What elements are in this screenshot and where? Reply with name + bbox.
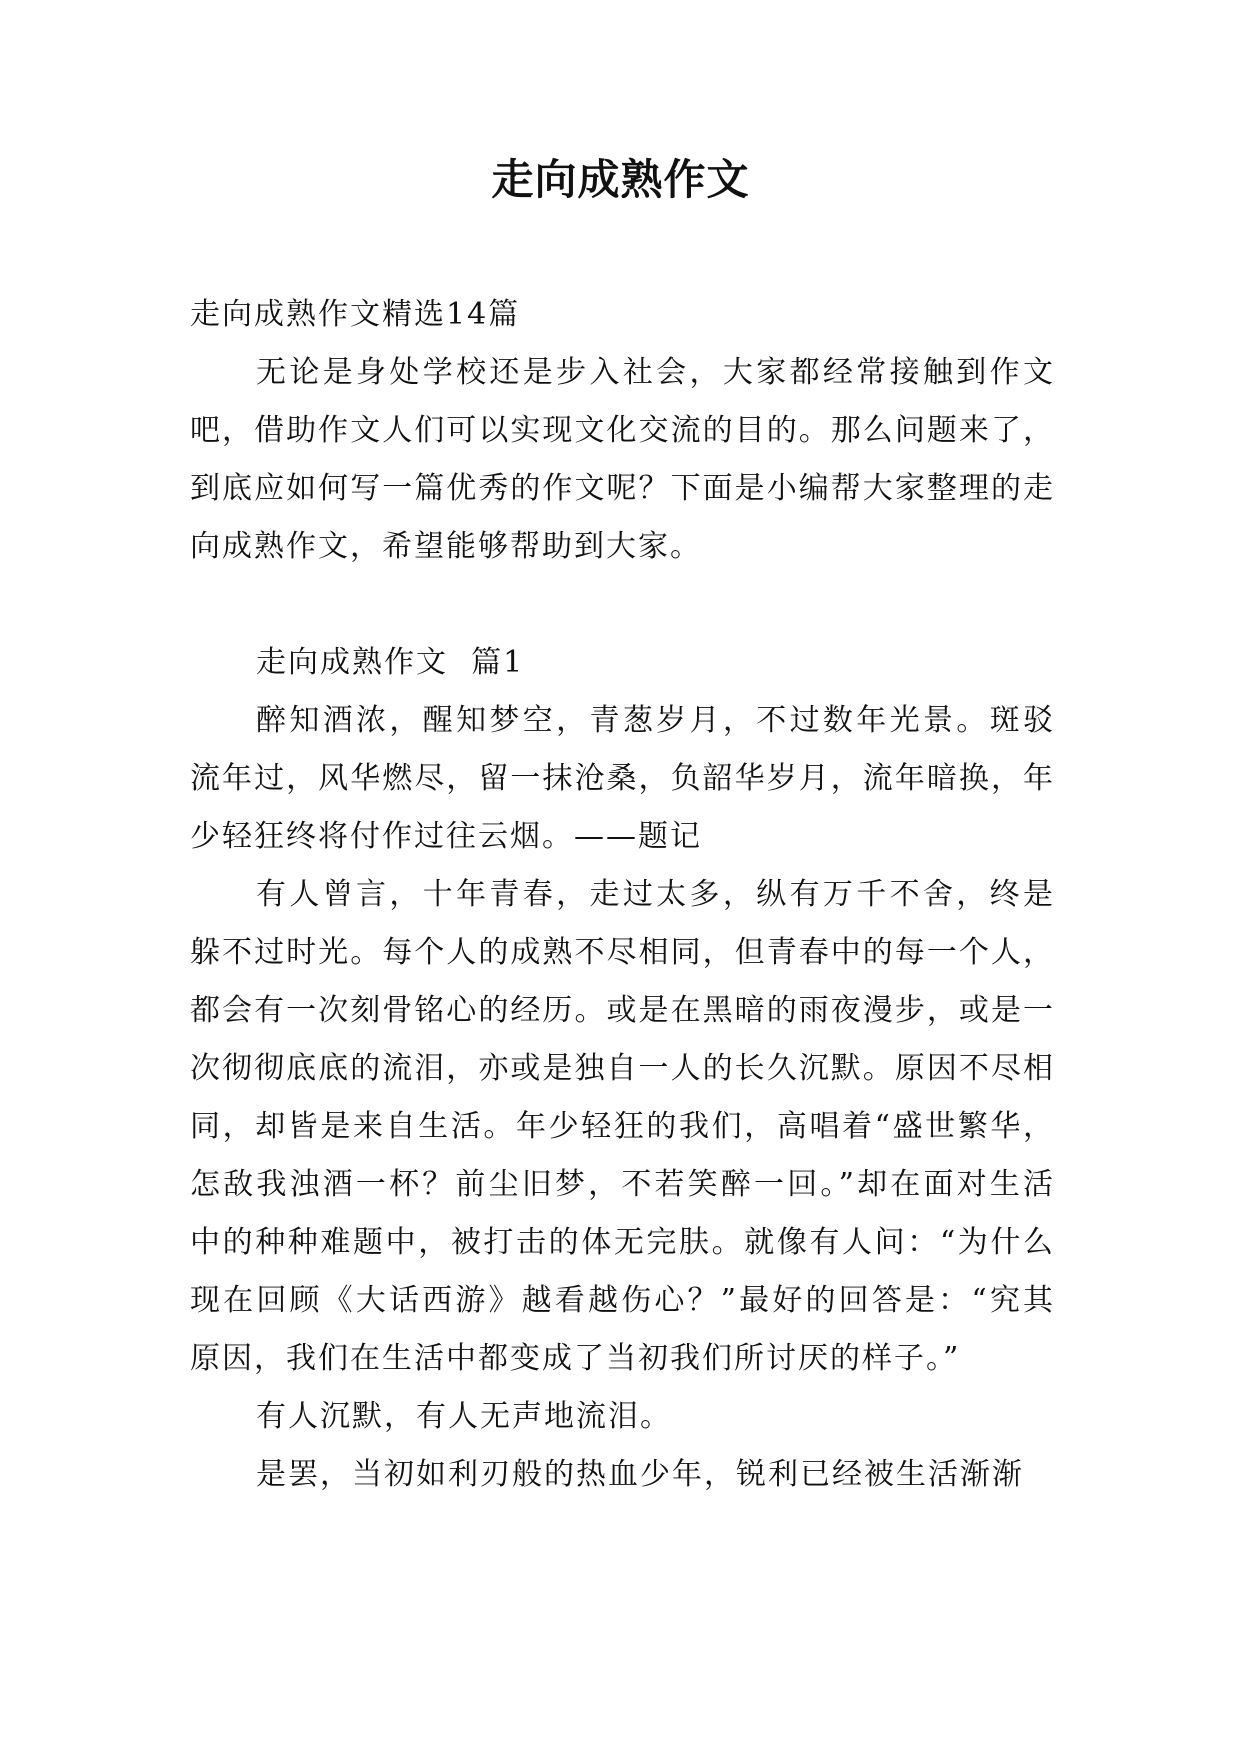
document-body [190,286,1055,1504]
document-subtitle: 走向成熟作文精选14篇 [190,297,521,332]
intro-paragraph: 无论是身处学校还是步入社会，大家都经常接触到作文吧，借助作文人们可以实现文化交流的目的。那么问题来了，到底应如何写一篇优秀的作文呢？下面是小编帮大家整理的走向成熟作文，希望能够帮助到大家。 [190,355,1055,564]
section-heading: 走向成熟作文 篇1 [256,645,525,680]
body-paragraph: 醉知酒浓，醒知梦空，青葱岁月，不过数年光景。斑驳流年过，风华燃尽，留一抹沧桑，负韶华岁月，流年暗换，年少轻狂终将付作过往云烟。——题记 [190,703,1055,854]
document-title: 走向成熟作文 [491,155,750,204]
body-paragraph: 有人沉默，有人无声地流泪。 [256,1399,672,1434]
body-paragraph: 有人曾言，十年青春，走过太多，纵有万千不舍，终是躲不过时光。每个人的成熟不尽相同，但青春中的每一个人，都会有一次刻骨铭心的经历。或是在黑暗的雨夜漫步，或是一次彻彻底底的流泪，亦或是独自一人的长久沉默。原因不尽相同，却皆是来自生活。年少轻狂的我们，高唱着“盛世繁华，怎敌我浊酒一杯？前尘旧梦，不若笑醉一回。”却在面对生活中的种种难题中，被打击的体无完肤。就像有人问：“为什么现在回顾《大话西游》越看越伤心？”最好的回答是：“究其原因，我们在生活中都变成了当初我们所讨厌的样子。” [190,877,1055,1376]
paragraph-spacer [190,576,1055,634]
body-paragraph: 是罢，当初如利刃般的热血少年，锐利已经被生活渐渐 [256,1457,1024,1492]
